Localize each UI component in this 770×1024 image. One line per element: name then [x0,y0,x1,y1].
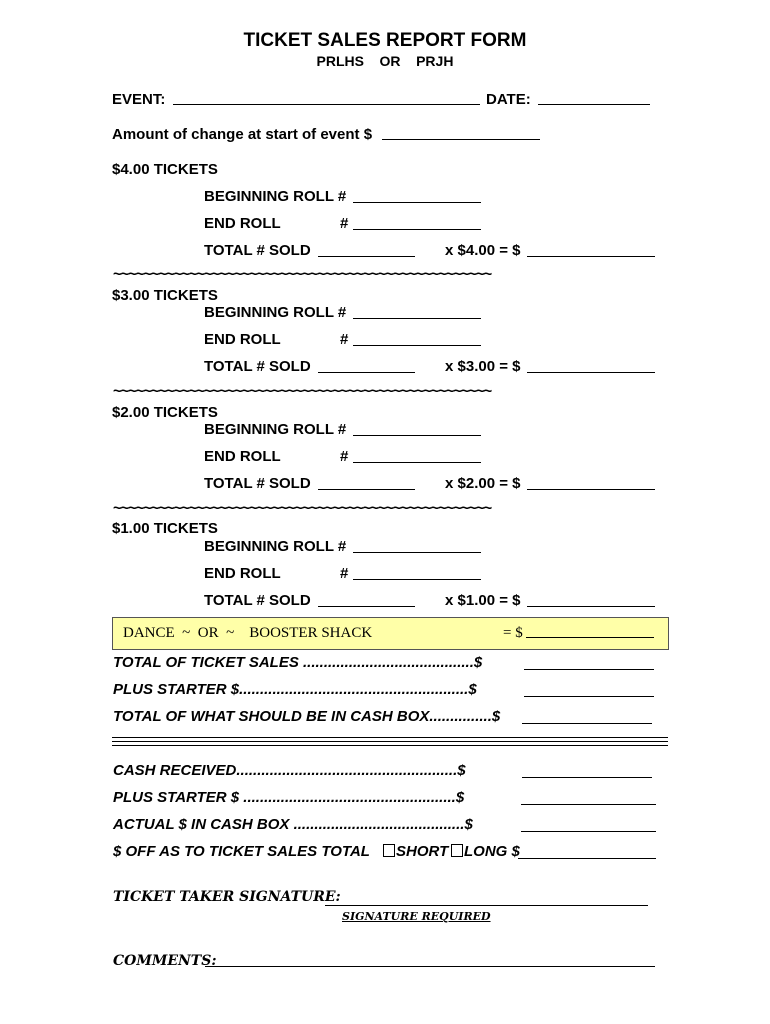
end-roll-hash: # [340,215,349,232]
amount-field[interactable] [527,606,655,607]
cash-received-field[interactable] [522,777,652,778]
short-option[interactable] [383,843,448,860]
amount-field[interactable] [527,256,655,257]
end-roll-hash: # [340,331,349,348]
plus-starter-field[interactable] [524,696,654,697]
beginning-roll-label: BEGINNING ROLL # [204,188,347,205]
signature-field[interactable] [325,905,648,906]
short-label: SHORT [396,843,449,860]
separator: ~~~~~~~~~~~~~~~~~~~~~~~~~~~~~~~~~~~~~~~~~~~~~~~~~~ [113,500,491,517]
date-field[interactable] [538,104,650,105]
section-heading-2: $2.00 TICKETS [112,404,218,421]
actual-in-cash-box-field[interactable] [521,831,656,832]
total-sold-label: TOTAL # SOLD [204,592,311,609]
separator: ~~~~~~~~~~~~~~~~~~~~~~~~~~~~~~~~~~~~~~~~~~~~~~~~~~ [113,266,491,283]
total-sold-field[interactable] [318,256,415,257]
signature-required-note: SIGNATURE REQUIRED [342,910,491,923]
total-sold-label: TOTAL # SOLD [204,475,311,492]
comments-label: COMMENTS: [113,953,217,969]
should-be-in-box-label: TOTAL OF WHAT SHOULD BE IN CASH BOX...............$ [113,708,501,725]
divider [112,741,668,742]
form-title: TICKET SALES REPORT FORM [243,30,527,51]
end-roll-hash: # [340,565,349,582]
total-ticket-sales-field[interactable] [524,669,654,670]
beginning-roll-field[interactable] [353,435,481,436]
multiplier-label: x $3.00 = $ [445,358,521,375]
short-checkbox[interactable] [383,844,395,857]
change-label: Amount of change at start of event $ [112,126,373,143]
long-option[interactable] [451,843,520,860]
section-heading-1: $1.00 TICKETS [112,520,218,537]
total-sold-label: TOTAL # SOLD [204,358,311,375]
off-amount-field[interactable] [518,858,656,859]
cash-plus-starter-field[interactable] [521,804,656,805]
total-sold-label: TOTAL # SOLD [204,242,311,259]
off-total-label: $ OFF AS TO TICKET SALES TOTAL [113,843,370,860]
cash-plus-starter-label: PLUS STARTER $ ...................................................$ [113,789,465,806]
divider [112,745,668,746]
divider [112,737,668,738]
end-roll-field[interactable] [353,462,481,463]
end-roll-field[interactable] [353,229,481,230]
shack-amount-field[interactable] [526,637,654,638]
comments-field[interactable] [205,966,655,967]
beginning-roll-label: BEGINNING ROLL # [204,421,347,438]
separator: ~~~~~~~~~~~~~~~~~~~~~~~~~~~~~~~~~~~~~~~~~~~~~~~~~~ [113,383,491,400]
section-heading-4: $4.00 TICKETS [112,161,218,178]
signature-label: TICKET TAKER SIGNATURE: [113,889,341,905]
shack-equals: = $ [503,625,523,641]
change-field[interactable] [382,139,540,140]
should-be-in-box-field[interactable] [522,723,652,724]
multiplier-label: x $2.00 = $ [445,475,521,492]
beginning-roll-field[interactable] [353,202,481,203]
event-field[interactable] [173,104,480,105]
total-ticket-sales-label: TOTAL OF TICKET SALES .........................................$ [113,654,483,671]
total-sold-field[interactable] [318,372,415,373]
end-roll-label: END ROLL [204,215,281,232]
section-heading-3: $3.00 TICKETS [112,287,218,304]
beginning-roll-field[interactable] [353,552,481,553]
long-checkbox[interactable] [451,844,463,857]
total-sold-field[interactable] [318,489,415,490]
multiplier-label: x $1.00 = $ [445,592,521,609]
end-roll-field[interactable] [353,579,481,580]
date-label: DATE: [486,91,531,108]
end-roll-field[interactable] [353,345,481,346]
total-sold-field[interactable] [318,606,415,607]
end-roll-label: END ROLL [204,331,281,348]
event-label: EVENT: [112,91,166,108]
dance-booster-shack-box [112,617,669,650]
end-roll-label: END ROLL [204,448,281,465]
cash-received-label: CASH RECEIVED.....................................................$ [113,762,466,779]
long-label: LONG $ [464,843,520,860]
amount-field[interactable] [527,489,655,490]
beginning-roll-field[interactable] [353,318,481,319]
beginning-roll-label: BEGINNING ROLL # [204,304,347,321]
end-roll-label: END ROLL [204,565,281,582]
actual-in-cash-box-label: ACTUAL $ IN CASH BOX .........................................$ [113,816,473,833]
end-roll-hash: # [340,448,349,465]
plus-starter-label: PLUS STARTER $.......................................................$ [113,681,477,698]
beginning-roll-label: BEGINNING ROLL # [204,538,347,555]
amount-field[interactable] [527,372,655,373]
school-options: PRLHS OR PRJH [316,53,454,69]
multiplier-label: x $4.00 = $ [445,242,521,259]
shack-label: DANCE ~ OR ~ BOOSTER SHACK [123,625,373,641]
